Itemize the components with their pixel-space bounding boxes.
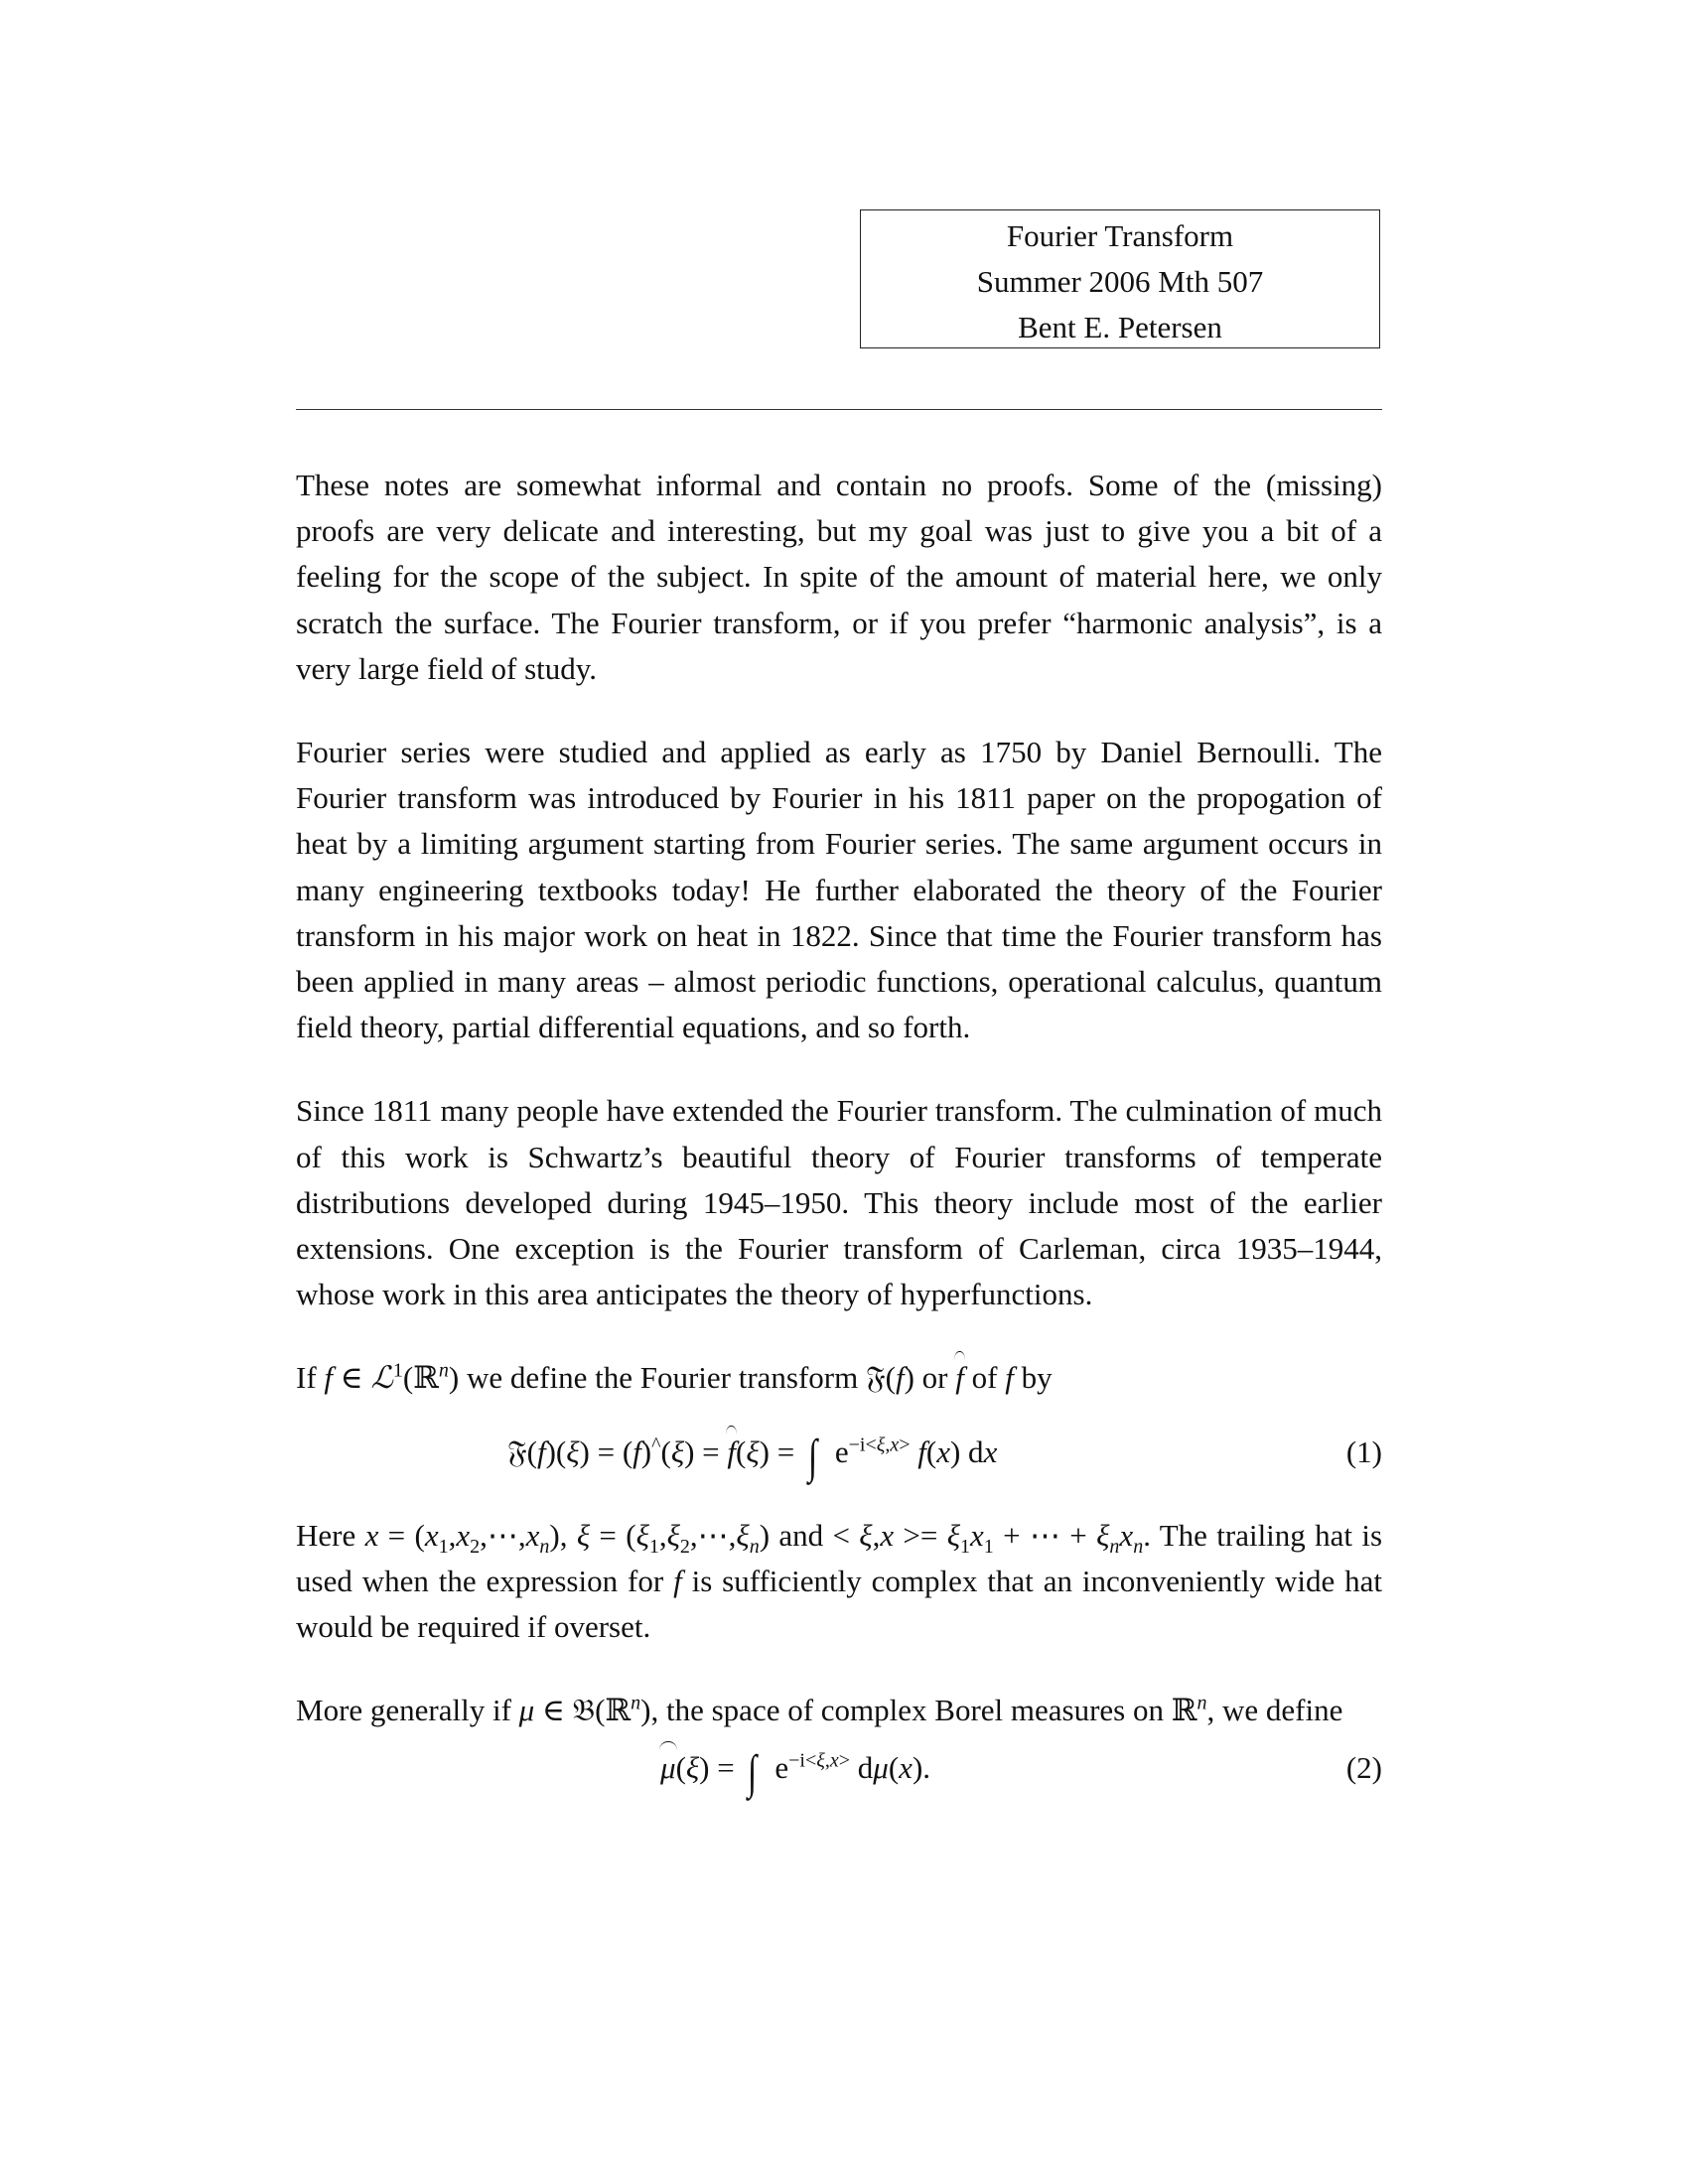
paragraph-history: Fourier series were studied and applied as early as 1750 by Daniel Bernoulli. The Fourier transform was introduced by Fourier in his 1811 paper on the propogation of heat by a limiting argument starting from Fourier series. The same argument occurs in many engineering textbooks today! He further elaborated the theory of the Fourier transform in his major work on heat in 1822. Since that time the Fourier transform has been applied in many areas – almost periodic functions, operational calculus, quantum field theory, partial differential equations, and so forth.: [296, 735, 1382, 1045]
equation-2-formula: μ(ξ) = ∫ $e^{-i<\xi,x>}$ dμ(x).: [660, 1746, 931, 1800]
document-body: [296, 463, 1382, 1829]
paragraph-measures: More generally if μ ∈ 𝔅(ℝ$^n$), the space of complex Borel measures on ℝ$^n$, we define: [296, 1692, 1343, 1729]
horizontal-rule: [296, 409, 1382, 410]
paragraph-extensions: Since 1811 many people have extended the Fourier transform. The culmination of much of this work is Schwartz’s beautiful theory of Fourier transforms of temperate distributions developed during 1945–1950. This theory include most of the earlier extensions. One exception is the Fourier transform of Carleman, circa 1935–1944, whose work in this area anticipates the theory of hyperfunctions.: [296, 1093, 1382, 1312]
paragraph-definition: If f ∈ ℒ$^1$(ℝ$^n$) we define the Fourier transform 𝔉(f) or f of f by: [296, 1355, 1382, 1401]
title-term: Summer 2006 Mth 507: [976, 264, 1264, 299]
paragraph-notation: Here $x = (x_1,x_2,\cdots,x_n)$, $\xi = (\xi_1,\xi_2,\cdots,\xi_n)$ and < $\xi,x >= \xi_1x_1$ + ⋯ + $\xi_nx_n$. The trailing hat is used when the expression for f is sufficiently complex that an inconveniently wide hat would be required if overset.: [296, 1517, 1383, 1645]
equation-1: [296, 1424, 1382, 1485]
equation-2: [296, 1739, 1382, 1801]
equation-1-formula: 𝔉(f)(ξ) = (f)^(ξ) = f(ξ) = ∫ $e^{-i<\xi,x>}$ f(x) dx: [507, 1430, 998, 1483]
equation-1-number: (1): [1345, 1433, 1382, 1469]
title-course: Fourier Transform: [1006, 218, 1234, 253]
title-box: [860, 209, 1380, 348]
paragraph-intro: These notes are somewhat informal and contain no proofs. Some of the (missing) proofs are very delicate and interesting, but my goal was just to give you a bit of a feeling for the scope of the subject. In spite of the amount of material here, we only scratch the surface. The Fourier transform, or if you prefer “harmonic analysis”, is a very large field of study.: [296, 468, 1382, 686]
title-author: Bent E. Petersen: [1018, 310, 1222, 344]
equation-2-number: (2): [1345, 1750, 1382, 1786]
